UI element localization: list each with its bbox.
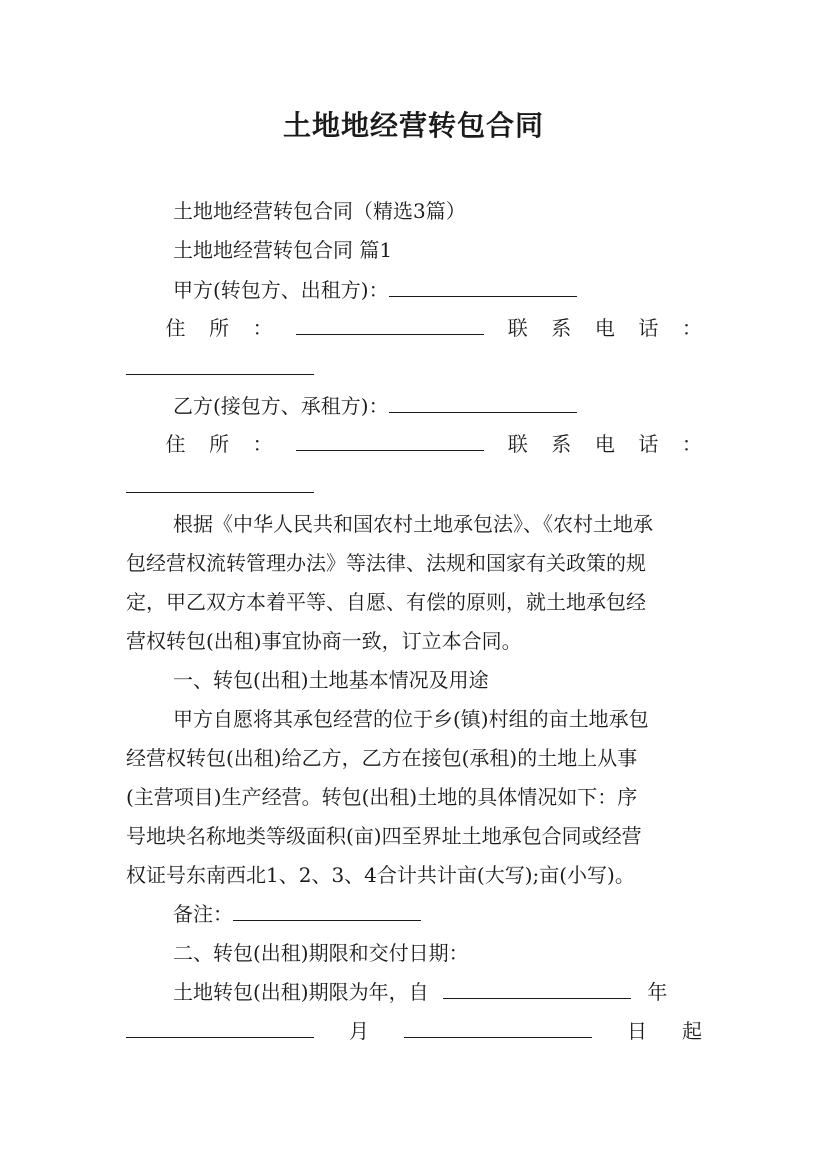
clause2-heading: 二、转包(出租)期限和交付日期：: [173, 941, 469, 965]
note-line: [173, 900, 421, 928]
party-b-phone-char: 联: [507, 432, 528, 456]
party-b-phone-char: 电: [594, 432, 615, 456]
party-b-phone-char: 系: [551, 432, 572, 456]
clause1-heading: 一、转包(出租)土地基本情况及用途: [173, 668, 489, 692]
clause2-date-line: [126, 1017, 702, 1045]
from-char: 起: [682, 1019, 702, 1043]
party-a-phone-blank: [126, 374, 314, 375]
document-subtitle: 土地地经营转包合同（精选3篇）: [173, 199, 466, 223]
preamble-line: 定，甲乙双方本着平等、自愿、有偿的原则，就土地承包经: [126, 590, 646, 614]
clause2-term-line: [173, 978, 667, 1006]
preamble-line: 营权转包(出租)事宜协商一致，订立本合同。: [126, 629, 522, 653]
party-a-phone-char: 电: [594, 316, 615, 340]
party-a-address-blank: [296, 314, 484, 335]
day-char: 日: [627, 1019, 647, 1043]
party-a-phone-char: 联: [507, 316, 528, 340]
party-a-address-char: ：: [252, 316, 273, 340]
start-month-blank: [126, 1017, 314, 1038]
party-b-phone-blank: [126, 492, 314, 493]
party-b-phone-char: ：: [681, 432, 702, 456]
party-a-address-char: 住: [165, 316, 186, 340]
party-a-phone-char: 话: [638, 316, 659, 340]
party-b-address-blank: [296, 430, 484, 451]
clause1-line: (主营项目)生产经营。转包(出租)土地的具体情况如下：序: [126, 785, 638, 809]
clause2-term-text: 土地转包(出租)期限为年，自: [173, 980, 429, 1004]
clause1-line: 经营权转包(出租)给乙方，乙方在接包(承租)的土地上从事: [126, 746, 638, 770]
document-title: 土地地经营转包合同: [282, 109, 544, 142]
party-a-label: 甲方(转包方、出租方)：: [173, 278, 389, 302]
start-year-blank: [443, 978, 631, 999]
party-b-label: 乙方(接包方、承租方)：: [173, 394, 389, 418]
party-a-contact-line: [126, 314, 702, 342]
party-a-phone-char: 系: [551, 316, 572, 340]
party-b-address-char: 住: [165, 432, 186, 456]
party-b-phone-char: 话: [638, 432, 659, 456]
party-b-line: [173, 392, 577, 420]
section-heading: 土地地经营转包合同 篇1: [173, 238, 393, 262]
clause1-line: 号地块名称地类等级面积(亩)四至界址土地承包合同或经营: [126, 824, 642, 848]
clause1-line: 权证号东南西北1、2、3、4合计共计亩(大写);亩(小写)。: [126, 863, 635, 887]
note-blank: [233, 900, 421, 921]
party-a-line: [173, 276, 577, 304]
party-b-address-char: 所: [209, 432, 230, 456]
preamble-line: 包经营权流转管理办法》等法律、法规和国家有关政策的规: [126, 551, 646, 575]
party-a-address-char: 所: [209, 316, 230, 340]
year-char: 年: [647, 980, 668, 1004]
preamble-line: 根据《中华人民共和国农村土地承包法》、《农村土地承: [173, 512, 653, 536]
clause1-line: 甲方自愿将其承包经营的位于乡(镇)村组的亩土地承包: [173, 707, 649, 731]
note-label: 备注：: [173, 902, 233, 926]
party-a-name-blank: [389, 276, 577, 297]
party-b-address-char: ：: [252, 432, 273, 456]
month-char: 月: [349, 1019, 369, 1043]
party-b-name-blank: [389, 392, 577, 413]
start-day-blank: [404, 1017, 592, 1038]
party-a-phone-char: ：: [681, 316, 702, 340]
party-b-contact-line: [126, 430, 702, 458]
